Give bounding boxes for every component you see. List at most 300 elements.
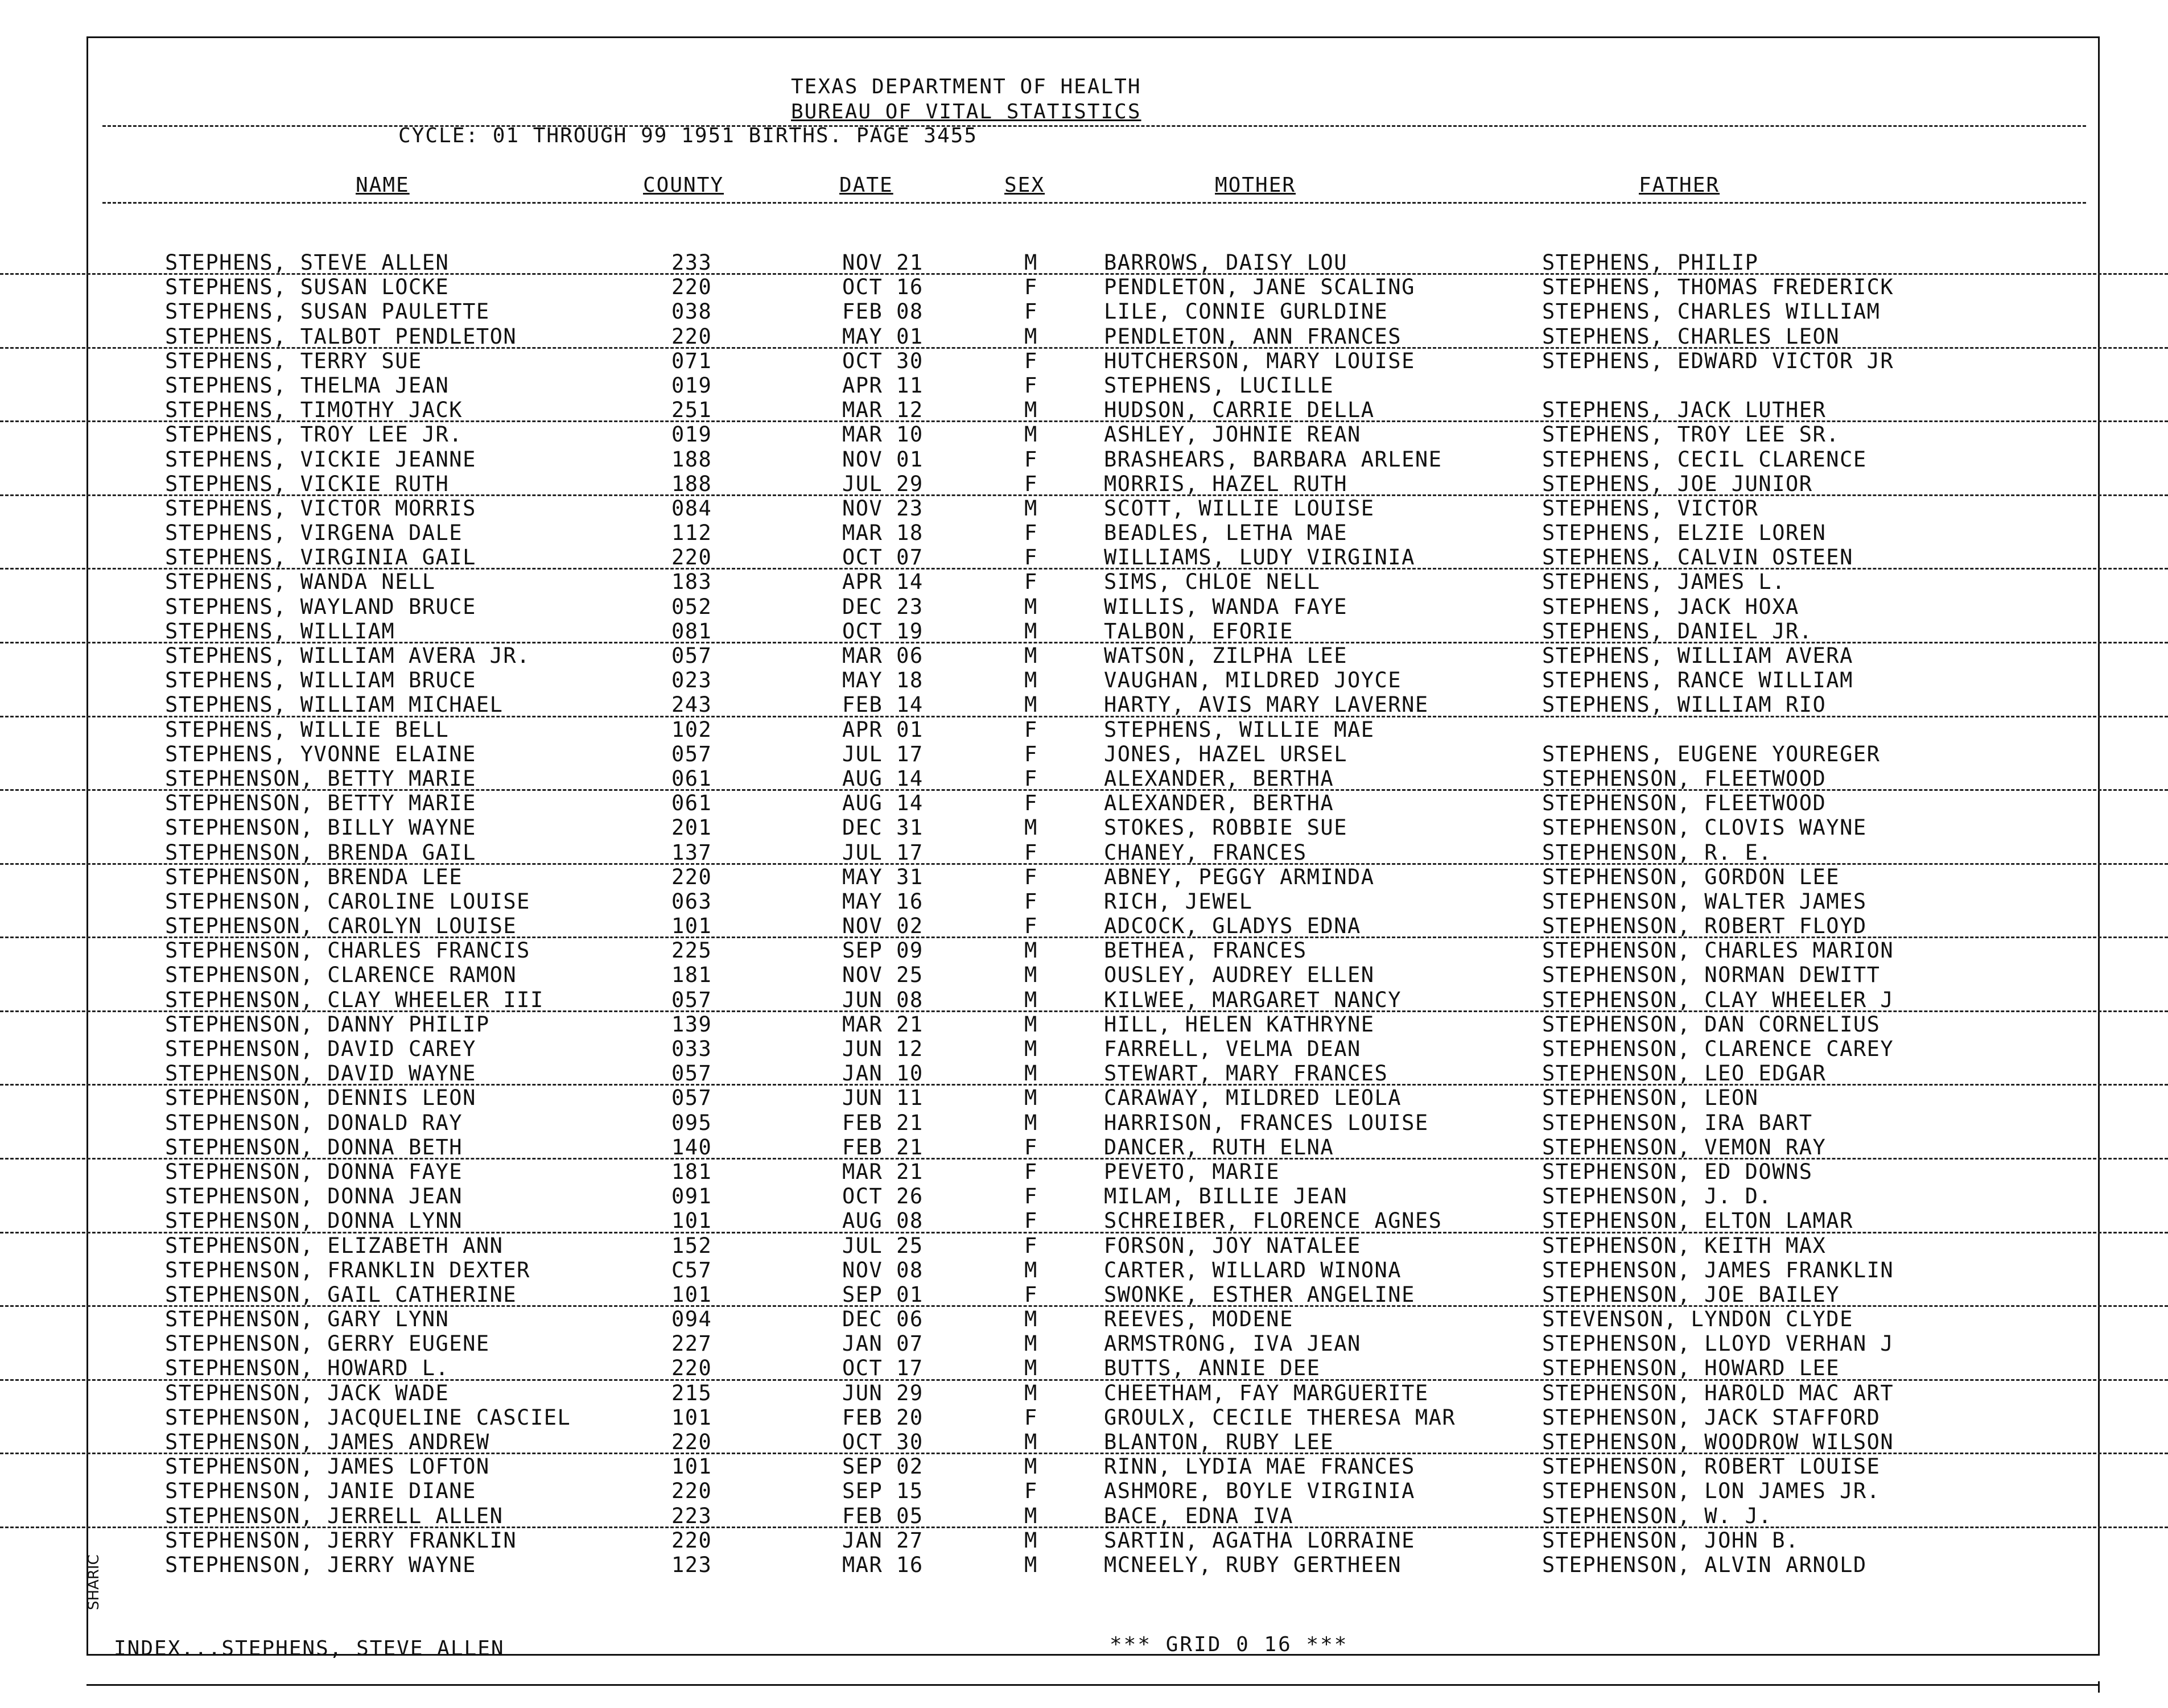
record-name: STEPHENSON, JAMES ANDREW	[165, 1430, 490, 1454]
record-county: 057	[671, 643, 712, 668]
record-sex: F	[1024, 766, 1038, 791]
record-date: FEB 14	[842, 692, 924, 717]
record-sex: M	[1024, 1503, 1038, 1528]
record-sex: F	[1024, 864, 1038, 889]
record-date: MAR 18	[842, 521, 924, 546]
column-header-mother: MOTHER	[1215, 174, 1296, 197]
record-county: 061	[671, 791, 712, 816]
record-name: STEPHENSON, JANIE DIANE	[165, 1479, 476, 1504]
record-row	[0, 889, 2168, 914]
record-name: STEPHENS, SUSAN LOCKE	[165, 275, 450, 300]
record-date: NOV 02	[842, 914, 924, 939]
record-sex: F	[1024, 471, 1038, 496]
record-row	[0, 1135, 2168, 1160]
record-date: OCT 16	[842, 275, 924, 300]
record-date: FEB 05	[842, 1503, 924, 1528]
record-father: STEPHENS, JACK HOXA	[1542, 594, 1799, 619]
record-date: JAN 07	[842, 1331, 924, 1356]
record-father: STEPHENSON, WOODROW WILSON	[1542, 1430, 1894, 1454]
record-name: STEPHENSON, JACQUELINE CASCIEL	[165, 1405, 571, 1430]
record-county: 183	[671, 570, 712, 595]
record-row	[0, 668, 2168, 692]
record-mother: PENDLETON, ANN FRANCES	[1104, 324, 1402, 349]
bottom-tick	[2098, 1681, 2100, 1693]
record-sex: M	[1024, 987, 1038, 1012]
record-sex: M	[1024, 938, 1038, 963]
record-sex: M	[1024, 1012, 1038, 1037]
record-father: STEPHENSON, ELTON LAMAR	[1542, 1208, 1853, 1233]
record-mother: SIMS, CHLOE NELL	[1104, 570, 1321, 595]
record-sex: M	[1024, 1454, 1038, 1479]
record-name: STEPHENS, WILLIAM BRUCE	[165, 668, 476, 693]
record-sex: M	[1024, 398, 1038, 423]
record-name: STEPHENSON, CAROLYN LOUISE	[165, 914, 517, 939]
record-mother: LILE, CONNIE GURLDINE	[1104, 299, 1388, 324]
record-mother: TALBON, EFORIE	[1104, 618, 1293, 643]
record-county: 063	[671, 889, 712, 914]
record-row	[0, 988, 2168, 1012]
record-father: STEPHENS, EUGENE YOUREGER	[1542, 741, 1881, 766]
record-mother: PEVETO, MARIE	[1104, 1159, 1280, 1184]
record-name: STEPHENSON, BETTY MARIE	[165, 791, 476, 816]
record-row	[0, 1111, 2168, 1135]
record-date: SEP 02	[842, 1454, 924, 1479]
record-father: STEPHENSON, DAN CORNELIUS	[1542, 1012, 1881, 1037]
record-name: STEPHENS, WILLIAM AVERA JR.	[165, 643, 530, 668]
record-date: JUN 12	[842, 1037, 924, 1061]
record-name: STEPHENSON, DANNY PHILIP	[165, 1012, 490, 1037]
record-sex: M	[1024, 1110, 1038, 1135]
record-county: 102	[671, 717, 712, 742]
record-sex: M	[1024, 618, 1038, 643]
record-father: STEPHENSON, ED DOWNS	[1542, 1159, 1813, 1184]
record-sex: F	[1024, 299, 1038, 324]
record-date: MAR 21	[842, 1159, 924, 1184]
record-name: STEPHENSON, GARY LYNN	[165, 1307, 450, 1332]
record-mother: MORRIS, HAZEL RUTH	[1104, 471, 1347, 496]
record-father: STEPHENS, CHARLES LEON	[1542, 324, 1840, 349]
record-sex: M	[1024, 1307, 1038, 1332]
record-county: 095	[671, 1110, 712, 1135]
record-county: 220	[671, 1528, 712, 1553]
record-sex: M	[1024, 963, 1038, 988]
record-county: 220	[671, 545, 712, 570]
record-county: 137	[671, 840, 712, 865]
record-county: 152	[671, 1233, 712, 1258]
record-row	[0, 521, 2168, 545]
record-county: 215	[671, 1380, 712, 1405]
record-father: STEPHENSON, LEON	[1542, 1086, 1759, 1111]
record-county: 220	[671, 1430, 712, 1454]
record-date: SEP 15	[842, 1479, 924, 1504]
record-county: 091	[671, 1184, 712, 1209]
record-name: STEPHENSON, GERRY EUGENE	[165, 1331, 490, 1356]
record-sex: M	[1024, 324, 1038, 349]
record-mother: DANCER, RUTH ELNA	[1104, 1134, 1334, 1160]
record-mother: FARRELL, VELMA DEAN	[1104, 1037, 1361, 1061]
record-name: STEPHENSON, DONNA BETH	[165, 1134, 463, 1160]
record-father: STEPHENS, CALVIN OSTEEN	[1542, 545, 1853, 570]
record-mother: HARTY, AVIS MARY LAVERNE	[1104, 692, 1429, 717]
record-date: MAY 18	[842, 668, 924, 693]
record-county: 019	[671, 422, 712, 447]
record-sex: M	[1024, 1528, 1038, 1553]
record-mother: BEADLES, LETHA MAE	[1104, 521, 1347, 546]
record-mother: ABNEY, PEGGY ARMINDA	[1104, 864, 1375, 889]
record-father: STEPHENSON, LON JAMES JR.	[1542, 1479, 1881, 1504]
record-name: STEPHENS, VIRGENA DALE	[165, 521, 463, 546]
record-date: JUN 08	[842, 987, 924, 1012]
record-mother: HUTCHERSON, MARY LOUISE	[1104, 348, 1415, 373]
record-sex: M	[1024, 1356, 1038, 1381]
record-name: STEPHENSON, BRENDA LEE	[165, 864, 463, 889]
record-row	[0, 1504, 2168, 1528]
record-father: STEPHENSON, VEMON RAY	[1542, 1134, 1827, 1160]
record-date: FEB 21	[842, 1110, 924, 1135]
record-mother: MCNEELY, RUBY GERTHEEN	[1104, 1552, 1402, 1577]
record-mother: REEVES, MODENE	[1104, 1307, 1293, 1332]
record-row	[0, 472, 2168, 496]
records-list	[0, 250, 2168, 1577]
record-row	[0, 865, 2168, 889]
record-date: JUN 29	[842, 1380, 924, 1405]
record-name: STEPHENSON, CAROLINE LOUISE	[165, 889, 530, 914]
record-mother: RINN, LYDIA MAE FRANCES	[1104, 1454, 1415, 1479]
record-row	[0, 1430, 2168, 1454]
record-county: 227	[671, 1331, 712, 1356]
record-row	[0, 914, 2168, 938]
record-county: 033	[671, 1037, 712, 1061]
record-father: STEPHENSON, FLEETWOOD	[1542, 791, 1827, 816]
record-name: STEPHENSON, DONALD RAY	[165, 1110, 463, 1135]
record-row	[0, 373, 2168, 398]
record-father: STEPHENSON, GORDON LEE	[1542, 864, 1840, 889]
record-county: 071	[671, 348, 712, 373]
record-mother: BARROWS, DAISY LOU	[1104, 250, 1347, 275]
record-name: STEPHENSON, HOWARD L.	[165, 1356, 450, 1381]
record-date: NOV 21	[842, 250, 924, 275]
record-county: 220	[671, 275, 712, 300]
record-mother: WATSON, ZILPHA LEE	[1104, 643, 1347, 668]
record-name: STEPHENS, THELMA JEAN	[165, 373, 450, 398]
record-sex: M	[1024, 594, 1038, 619]
record-father: STEPHENS, JOE JUNIOR	[1542, 471, 1813, 496]
record-row	[0, 1553, 2168, 1577]
record-father: STEPHENSON, J. D.	[1542, 1184, 1773, 1209]
record-mother: ASHMORE, BOYLE VIRGINIA	[1104, 1479, 1415, 1504]
record-mother: HUDSON, CARRIE DELLA	[1104, 398, 1375, 423]
record-name: STEPHENS, WILLIAM MICHAEL	[165, 692, 504, 717]
record-father: STEPHENS, PHILIP	[1542, 250, 1759, 275]
record-mother: ADCOCK, GLADYS EDNA	[1104, 914, 1361, 939]
record-county: 057	[671, 1086, 712, 1111]
record-sex: F	[1024, 791, 1038, 816]
footer-grid: *** GRID 0 16 ***	[1110, 1633, 1349, 1656]
record-date: MAY 16	[842, 889, 924, 914]
record-row	[0, 1381, 2168, 1405]
record-date: MAR 06	[842, 643, 924, 668]
record-father: STEPHENSON, WALTER JAMES	[1542, 889, 1867, 914]
record-date: MAY 01	[842, 324, 924, 349]
record-county: 220	[671, 1479, 712, 1504]
record-county: 057	[671, 1061, 712, 1086]
record-sex: F	[1024, 521, 1038, 546]
record-father: STEPHENS, DANIEL JR.	[1542, 618, 1813, 643]
record-sex: F	[1024, 741, 1038, 766]
record-row	[0, 619, 2168, 643]
record-sex: F	[1024, 545, 1038, 570]
record-row	[0, 570, 2168, 594]
record-name: STEPHENS, VIRGINIA GAIL	[165, 545, 476, 570]
record-mother: CARAWAY, MILDRED LEOLA	[1104, 1086, 1402, 1111]
record-father: STEPHENSON, JOHN B.	[1542, 1528, 1799, 1553]
record-date: DEC 31	[842, 815, 924, 840]
record-county: 052	[671, 594, 712, 619]
record-date: SEP 09	[842, 938, 924, 963]
record-date: AUG 08	[842, 1208, 924, 1233]
record-name: STEPHENSON, CHARLES FRANCIS	[165, 938, 530, 963]
record-father: STEPHENSON, W. J.	[1542, 1503, 1773, 1528]
record-row	[0, 815, 2168, 840]
record-father: STEPHENS, RANCE WILLIAM	[1542, 668, 1853, 693]
record-county: 057	[671, 741, 712, 766]
record-mother: STEWART, MARY FRANCES	[1104, 1061, 1388, 1086]
record-row	[0, 1184, 2168, 1208]
record-date: NOV 25	[842, 963, 924, 988]
record-row	[0, 1528, 2168, 1553]
header-cycle: CYCLE: 01 THROUGH 99 1951 BIRTHS. PAGE 3455	[398, 124, 978, 147]
record-sex: F	[1024, 1405, 1038, 1430]
record-mother: HILL, HELEN KATHRYNE	[1104, 1012, 1375, 1037]
record-county: 220	[671, 324, 712, 349]
record-sex: M	[1024, 643, 1038, 668]
record-mother: RICH, JEWEL	[1104, 889, 1253, 914]
record-row	[0, 643, 2168, 668]
record-sex: M	[1024, 1061, 1038, 1086]
record-row	[0, 324, 2168, 349]
record-father: STEPHENSON, CLAY WHEELER J	[1542, 987, 1894, 1012]
record-father: STEPHENSON, CLARENCE CAREY	[1542, 1037, 1894, 1061]
record-date: JUN 11	[842, 1086, 924, 1111]
record-county: 101	[671, 914, 712, 939]
record-date: MAR 21	[842, 1012, 924, 1037]
record-sex: M	[1024, 1257, 1038, 1282]
record-father: STEPHENSON, ROBERT LOUISE	[1542, 1454, 1881, 1479]
record-mother: ARMSTRONG, IVA JEAN	[1104, 1331, 1361, 1356]
record-mother: CHEETHAM, FAY MARGUERITE	[1104, 1380, 1429, 1405]
record-row	[0, 1086, 2168, 1110]
record-name: STEPHENS, VICKIE JEANNE	[165, 447, 476, 472]
record-sex: M	[1024, 1331, 1038, 1356]
record-mother: SCHREIBER, FLORENCE AGNES	[1104, 1208, 1442, 1233]
record-father: STEPHENSON, JAMES FRANKLIN	[1542, 1257, 1894, 1282]
record-county: 223	[671, 1503, 712, 1528]
record-mother: SARTIN, AGATHA LORRAINE	[1104, 1528, 1415, 1553]
record-county: 188	[671, 471, 712, 496]
record-row	[0, 791, 2168, 815]
record-county: 101	[671, 1282, 712, 1307]
record-county: 019	[671, 373, 712, 398]
record-father: STEPHENS, CHARLES WILLIAM	[1542, 299, 1881, 324]
record-name: STEPHENSON, JERRY WAYNE	[165, 1552, 476, 1577]
record-sex: F	[1024, 447, 1038, 472]
record-father: STEPHENS, JACK LUTHER	[1542, 398, 1827, 423]
record-row	[0, 1233, 2168, 1258]
record-name: STEPHENSON, JACK WADE	[165, 1380, 450, 1405]
record-sex: F	[1024, 275, 1038, 300]
record-name: STEPHENS, TIMOTHY JACK	[165, 398, 463, 423]
record-mother: OUSLEY, AUDREY ELLEN	[1104, 963, 1375, 988]
record-county: 084	[671, 496, 712, 521]
record-father: STEPHENSON, ALVIN ARNOLD	[1542, 1552, 1867, 1577]
record-name: STEPHENSON, BRENDA GAIL	[165, 840, 476, 865]
record-sex: M	[1024, 1086, 1038, 1111]
record-mother: SCOTT, WILLIE LOUISE	[1104, 496, 1375, 521]
record-father: STEPHENSON, JACK STAFFORD	[1542, 1405, 1881, 1430]
record-mother: CARTER, WILLARD WINONA	[1104, 1257, 1402, 1282]
record-county: 220	[671, 1356, 712, 1381]
record-name: STEPHENSON, DONNA JEAN	[165, 1184, 463, 1209]
record-date: FEB 21	[842, 1134, 924, 1160]
record-county: 243	[671, 692, 712, 717]
record-county: 233	[671, 250, 712, 275]
record-county: 139	[671, 1012, 712, 1037]
record-name: STEPHENSON, FRANKLIN DEXTER	[165, 1257, 530, 1282]
record-county: C57	[671, 1257, 712, 1282]
record-father: STEPHENSON, CLOVIS WAYNE	[1542, 815, 1867, 840]
record-father: STEPHENSON, LLOYD VERHAN J	[1542, 1331, 1894, 1356]
record-name: STEPHENS, WAYLAND BRUCE	[165, 594, 476, 619]
record-mother: STOKES, ROBBIE SUE	[1104, 815, 1347, 840]
record-date: JUL 25	[842, 1233, 924, 1258]
record-sex: F	[1024, 717, 1038, 742]
record-county: 225	[671, 938, 712, 963]
record-name: STEPHENS, YVONNE ELAINE	[165, 741, 476, 766]
record-father: STEPHENSON, HOWARD LEE	[1542, 1356, 1840, 1381]
record-date: DEC 23	[842, 594, 924, 619]
record-name: STEPHENSON, ELIZABETH ANN	[165, 1233, 504, 1258]
record-date: FEB 08	[842, 299, 924, 324]
record-date: MAY 31	[842, 864, 924, 889]
record-mother: JONES, HAZEL URSEL	[1104, 741, 1347, 766]
record-father: STEPHENS, THOMAS FREDERICK	[1542, 275, 1894, 300]
record-sex: M	[1024, 422, 1038, 447]
record-name: STEPHENS, VICKIE RUTH	[165, 471, 450, 496]
record-name: STEPHENSON, JERRY FRANKLIN	[165, 1528, 517, 1553]
record-county: 101	[671, 1454, 712, 1479]
record-county: 188	[671, 447, 712, 472]
record-sex: F	[1024, 373, 1038, 398]
record-row	[0, 717, 2168, 742]
record-father: STEPHENSON, CHARLES MARION	[1542, 938, 1894, 963]
record-row	[0, 447, 2168, 472]
record-name: STEPHENS, TALBOT PENDLETON	[165, 324, 517, 349]
record-mother: BACE, EDNA IVA	[1104, 1503, 1293, 1528]
record-sex: F	[1024, 1233, 1038, 1258]
record-sex: F	[1024, 889, 1038, 914]
record-name: STEPHENS, WILLIAM	[165, 618, 395, 643]
record-date: OCT 26	[842, 1184, 924, 1209]
record-mother: STEPHENS, WILLIE MAE	[1104, 717, 1375, 742]
record-name: STEPHENSON, CLAY WHEELER III	[165, 987, 544, 1012]
record-father: STEPHENSON, R. E.	[1542, 840, 1773, 865]
record-row	[0, 545, 2168, 570]
record-mother: KILWEE, MARGARET NANCY	[1104, 987, 1402, 1012]
record-mother: ASHLEY, JOHNIE REAN	[1104, 422, 1361, 447]
record-mother: VAUGHAN, MILDRED JOYCE	[1104, 668, 1402, 693]
record-name: STEPHENSON, BILLY WAYNE	[165, 815, 476, 840]
record-date: JAN 27	[842, 1528, 924, 1553]
record-father: STEPHENS, TROY LEE SR.	[1542, 422, 1840, 447]
record-name: STEPHENS, TERRY SUE	[165, 348, 422, 373]
record-sex: F	[1024, 348, 1038, 373]
record-father: STEVENSON, LYNDON CLYDE	[1542, 1307, 1853, 1332]
record-sex: M	[1024, 496, 1038, 521]
record-row	[0, 1160, 2168, 1184]
record-name: STEPHENSON, DONNA FAYE	[165, 1159, 463, 1184]
record-father: STEPHENSON, ROBERT FLOYD	[1542, 914, 1867, 939]
record-mother: BETHEA, FRANCES	[1104, 938, 1307, 963]
record-name: STEPHENSON, DENNIS LEON	[165, 1086, 476, 1111]
record-row	[0, 742, 2168, 766]
record-date: APR 11	[842, 373, 924, 398]
record-row	[0, 692, 2168, 717]
column-header-rule	[102, 202, 2086, 204]
record-date: AUG 14	[842, 791, 924, 816]
record-mother: ALEXANDER, BERTHA	[1104, 766, 1334, 791]
record-date: OCT 17	[842, 1356, 924, 1381]
record-father: STEPHENS, WILLIAM RIO	[1542, 692, 1827, 717]
record-county: 251	[671, 398, 712, 423]
record-mother: HARRISON, FRANCES LOUISE	[1104, 1110, 1429, 1135]
record-sex: F	[1024, 1134, 1038, 1160]
record-name: STEPHENS, SUSAN PAULETTE	[165, 299, 490, 324]
bottom-rule	[86, 1684, 2100, 1686]
record-sex: M	[1024, 1552, 1038, 1577]
record-date: APR 01	[842, 717, 924, 742]
record-sex: M	[1024, 250, 1038, 275]
record-sex: F	[1024, 840, 1038, 865]
record-sex: F	[1024, 914, 1038, 939]
column-header-name: NAME	[356, 174, 410, 197]
record-row	[0, 422, 2168, 447]
record-row	[0, 938, 2168, 963]
record-sex: M	[1024, 1380, 1038, 1405]
record-date: JUL 17	[842, 840, 924, 865]
record-sex: F	[1024, 1208, 1038, 1233]
side-stamp: SHARIC	[85, 1554, 102, 1610]
record-row	[0, 1037, 2168, 1061]
record-county: 101	[671, 1208, 712, 1233]
record-mother: CHANEY, FRANCES	[1104, 840, 1307, 865]
record-row	[0, 496, 2168, 521]
record-name: STEPHENSON, CLARENCE RAMON	[165, 963, 517, 988]
record-father: STEPHENSON, NORMAN DEWITT	[1542, 963, 1881, 988]
record-date: SEP 01	[842, 1282, 924, 1307]
record-row	[0, 250, 2168, 275]
record-sex: M	[1024, 692, 1038, 717]
record-date: NOV 08	[842, 1257, 924, 1282]
record-name: STEPHENSON, DAVID CAREY	[165, 1037, 476, 1061]
record-sex: M	[1024, 1037, 1038, 1061]
column-header-father: FATHER	[1639, 174, 1720, 197]
record-date: OCT 19	[842, 618, 924, 643]
footer-index: INDEX...STEPHENS, STEVE ALLEN	[114, 1637, 505, 1660]
record-county: 101	[671, 1405, 712, 1430]
record-row	[0, 299, 2168, 324]
record-name: STEPHENSON, JERRELL ALLEN	[165, 1503, 504, 1528]
record-mother: BRASHEARS, BARBARA ARLENE	[1104, 447, 1442, 472]
